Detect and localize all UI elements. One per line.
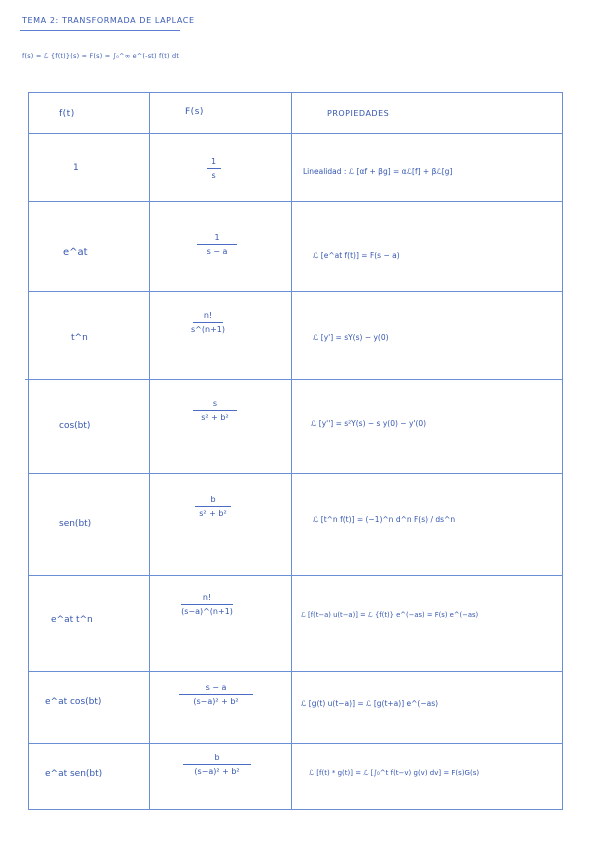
fs-fraction — [181, 593, 233, 616]
fs-numerator: b — [210, 495, 216, 504]
property-text: ℒ [y'] = sY(s) − y(0) — [313, 333, 389, 342]
ft-cell: cos(bt) — [59, 421, 91, 431]
property-text: ℒ [y''] = s²Y(s) − s y(0) − y'(0) — [311, 419, 427, 428]
ft-cell: e^at t^n — [51, 615, 93, 625]
property-text: ℒ [f(t) * g(t)] = ℒ [∫₀^t f(t−v) g(v) dv] = F(s)G(s) — [309, 769, 480, 777]
fs-fraction — [195, 495, 231, 518]
fs-denominator: (s−a)² + b² — [194, 767, 240, 776]
row-divider — [25, 379, 562, 380]
page-title: TEMA 2: TRANSFORMADA DE LAPLACE — [22, 16, 195, 25]
row-divider — [29, 201, 562, 202]
title-underline — [20, 30, 180, 31]
laplace-table — [28, 92, 563, 810]
property-text: ℒ [f(t−a) u(t−a)] = ℒ {f(t)} e^(−as) = F(s) e^(−as) — [301, 611, 479, 619]
property-text: ℒ [g(t) u(t−a)] = ℒ [g(t+a)] e^(−as) — [301, 699, 439, 708]
fs-denominator: s² + b² — [201, 413, 229, 422]
fs-numerator: n! — [203, 311, 213, 320]
fs-fraction — [179, 683, 253, 706]
fs-denominator: s — [211, 171, 216, 180]
fs-numerator: 1 — [211, 157, 217, 166]
header-propiedades: PROPIEDADES — [327, 109, 390, 118]
fs-numerator: s — [212, 399, 218, 408]
fs-fraction — [191, 311, 225, 334]
fs-numerator: 1 — [214, 233, 220, 242]
row-divider — [29, 291, 562, 292]
ft-cell: sen(bt) — [59, 519, 92, 529]
property-text: Linealidad : ℒ [αf + βg] = αℒ[f] + βℒ[g] — [303, 167, 453, 176]
fs-denominator: (s−a)^(n+1) — [181, 607, 233, 616]
property-text: ℒ [t^n f(t)] = (−1)^n d^n F(s) / ds^n — [313, 515, 456, 524]
row-divider — [29, 671, 562, 672]
fs-numerator: s − a — [205, 683, 227, 692]
fs-denominator: (s−a)² + b² — [193, 697, 239, 706]
fs-denominator: s² + b² — [199, 509, 227, 518]
property-text: ℒ [e^at f(t)] = F(s − a) — [313, 251, 400, 260]
ft-cell: e^at cos(bt) — [45, 697, 102, 707]
fs-fraction — [193, 399, 237, 422]
header-ft: f(t) — [59, 109, 75, 119]
fs-denominator: s^(n+1) — [191, 325, 225, 334]
fs-numerator: n! — [202, 593, 212, 602]
ft-cell: t^n — [71, 333, 88, 343]
row-divider — [29, 575, 562, 576]
row-divider — [29, 743, 562, 744]
header-fs: F(s) — [185, 107, 204, 117]
fs-numerator: b — [214, 753, 220, 762]
fs-fraction — [197, 233, 237, 256]
row-divider — [29, 133, 562, 134]
ft-cell: 1 — [73, 163, 79, 173]
fs-fraction — [183, 753, 251, 776]
laplace-definition: f(s) = ℒ {f(t)}(s) = F(s) = ∫₀^∞ e^(-st) f(t) dt — [22, 52, 180, 60]
fs-fraction — [205, 157, 222, 180]
ft-cell: e^at — [63, 247, 88, 258]
ft-cell: e^at sen(bt) — [45, 769, 103, 779]
row-divider — [29, 473, 562, 474]
fs-denominator: s − a — [206, 247, 228, 256]
